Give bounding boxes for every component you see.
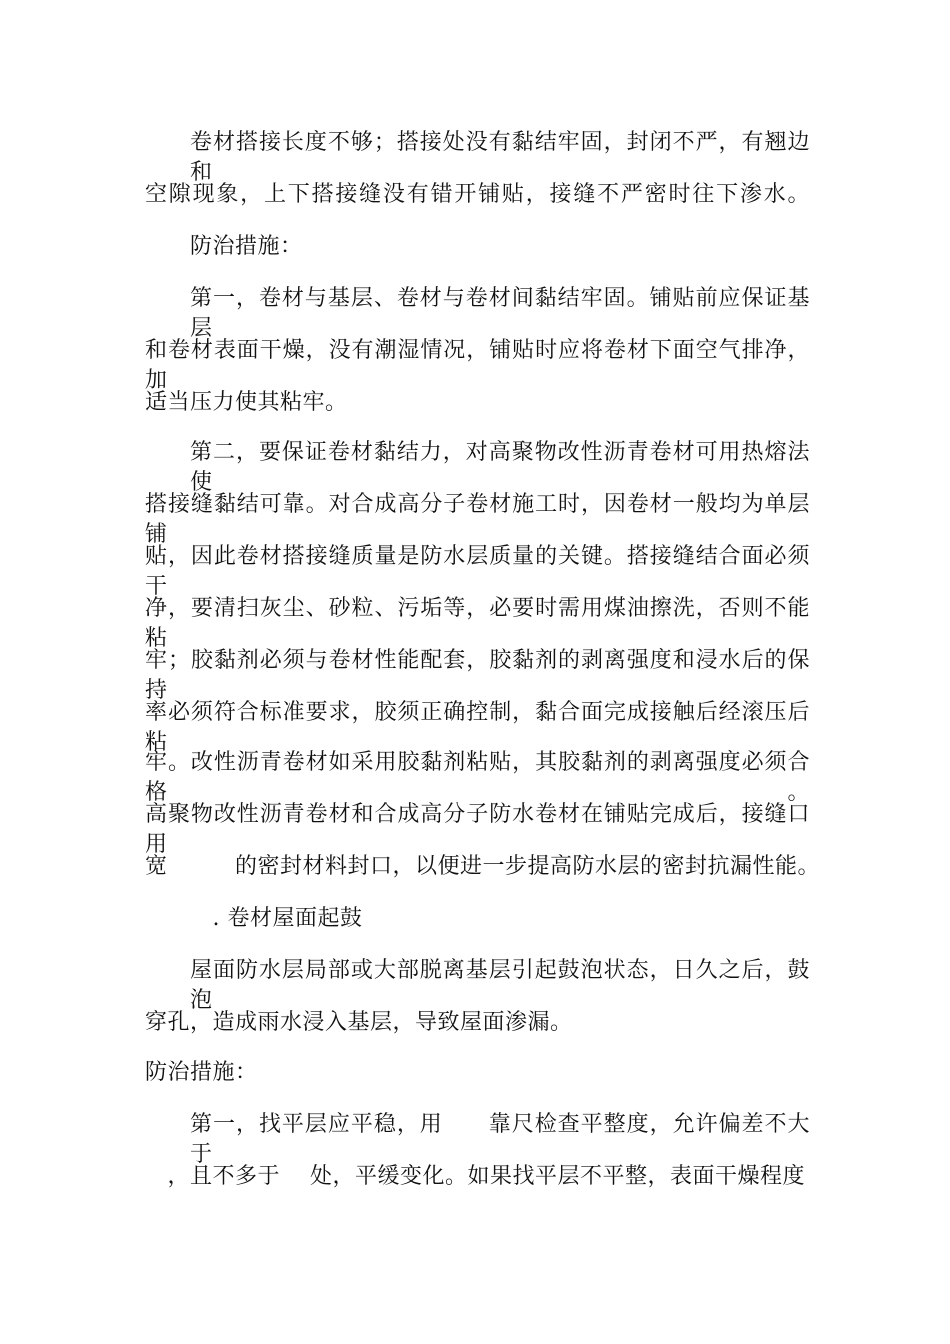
- text-line: 适当压力使其粘牢。: [145, 390, 348, 415]
- text-line: 贴，因此卷材搭接缝质量是防水层质量的关键。搭接缝结合面必须干: [145, 544, 810, 599]
- section-heading: 防治措施：: [145, 1060, 258, 1085]
- text-line: 卷材搭接长度不够；搭接处没有黏结牢固，封闭不严，有翘边和: [190, 130, 810, 185]
- section-heading: 防治措施：: [190, 234, 303, 259]
- section-heading: . 卷材屋面起鼓: [190, 906, 363, 931]
- text-line: 穿孔，造成雨水浸入基层，导致屋面渗漏。: [145, 1010, 573, 1035]
- text-line: 宽 的密封材料封口，以便进一步提高防水层的密封抗漏性能。: [145, 854, 821, 879]
- text-line: 空隙现象，上下搭接缝没有错开铺贴，接缝不严密时往下渗水。: [145, 182, 810, 207]
- text-line: 净，要清扫灰尘、砂粒、污垢等，必要时需用煤油擦洗，否则不能粘: [145, 596, 810, 651]
- text-line: 高聚物改性沥青卷材和合成高分子防水卷材在铺贴完成后，接缝口用: [145, 802, 810, 857]
- text-line: 搭接缝黏结可靠。对合成高分子卷材施工时，因卷材一般均为单层铺: [145, 492, 810, 547]
- text-line: ，且不多于 处，平缓变化。如果找平层不平整，表面干燥程度: [145, 1164, 805, 1189]
- text-line: 率必须符合标准要求，胶须正确控制，黏合面完成接触后经滚压后粘: [145, 700, 810, 755]
- text-line: 和卷材表面干燥，没有潮湿情况，铺贴时应将卷材下面空气排净，加: [145, 338, 810, 393]
- text-line: 屋面防水层局部或大部脱离基层引起鼓泡状态，日久之后，鼓泡: [190, 958, 810, 1013]
- text-line: 第二，要保证卷材黏结力，对高聚物改性沥青卷材可用热熔法使: [190, 440, 810, 495]
- text-line: 牢。改性沥青卷材如采用胶黏剂粘贴，其胶黏剂的剥离强度必须合格。: [145, 750, 810, 805]
- text-line: 牢；胶黏剂必须与卷材性能配套，胶黏剂的剥离强度和浸水后的保持: [145, 648, 810, 703]
- text-line: 第一，找平层应平稳，用 靠尺检查平整度，允许偏差不大于: [190, 1112, 810, 1167]
- text-line: 第一，卷材与基层、卷材与卷材间黏结牢固。铺贴前应保证基层: [190, 286, 810, 341]
